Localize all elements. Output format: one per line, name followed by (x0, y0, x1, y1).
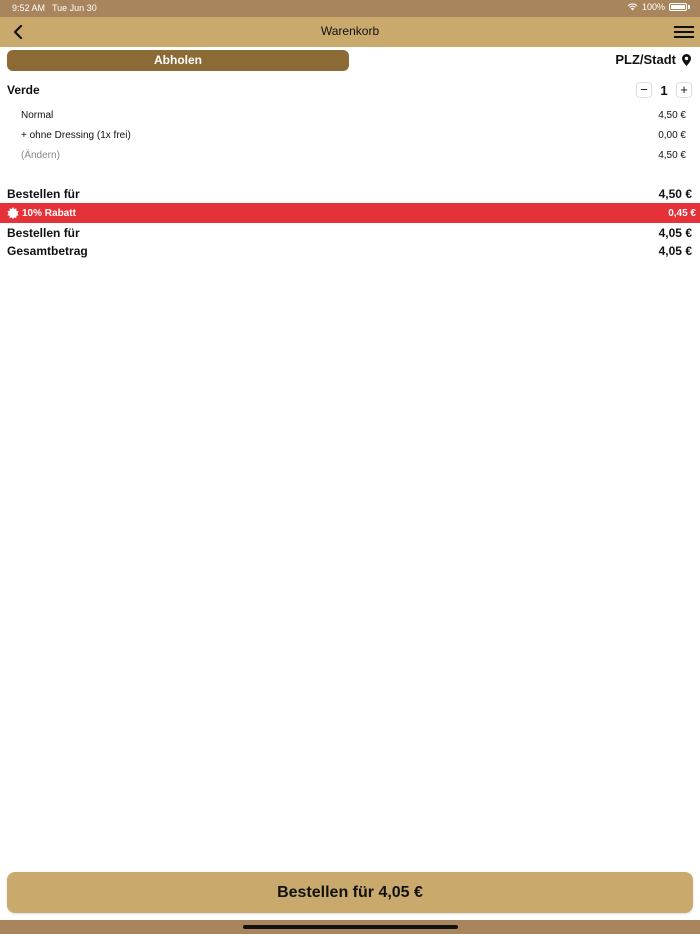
location-label: PLZ/Stadt (615, 52, 676, 67)
wifi-icon (627, 3, 638, 11)
status-bar (0, 0, 700, 17)
item-detail-row (21, 110, 686, 121)
location-selector[interactable] (615, 52, 691, 67)
pickup-button[interactable]: Abholen (7, 50, 349, 71)
status-time: 9:52 AM (12, 3, 46, 13)
battery-nub (688, 5, 690, 9)
increase-quantity-button[interactable]: + (676, 82, 692, 98)
total-value: 4,05 € (658, 244, 692, 258)
item-detail-price: 0,00 € (658, 130, 686, 141)
menu-button[interactable] (674, 23, 694, 41)
item-detail-price: 4,50 € (658, 110, 686, 121)
battery-icon (669, 3, 687, 11)
status-right (627, 2, 690, 12)
hamburger-menu-icon-line (674, 36, 694, 38)
discount-left (7, 207, 76, 219)
subtotal-row (7, 187, 692, 201)
location-pin-icon (682, 54, 691, 66)
discount-row (0, 203, 700, 223)
discount-label: 10% Rabatt (22, 207, 76, 219)
item-detail-row (21, 150, 686, 161)
order-for-value: 4,05 € (658, 226, 692, 240)
badge-star-icon (7, 207, 19, 219)
page-title: Warenkorb (320, 24, 380, 38)
order-for-row (7, 226, 692, 240)
item-detail-label: Normal (21, 110, 54, 121)
discount-value: 0,45 € (668, 207, 696, 219)
decrease-quantity-button[interactable]: − (636, 82, 652, 98)
subtotal-value: 4,50 € (658, 187, 692, 201)
item-detail-price: 4,50 € (658, 150, 686, 161)
cart-item-name: Verde (7, 83, 40, 97)
hamburger-menu-icon (674, 26, 694, 28)
hamburger-menu-icon-line (674, 31, 694, 33)
status-date: Tue Jun 30 (52, 3, 97, 13)
item-detail-row (21, 130, 686, 141)
bottom-bar (0, 920, 700, 934)
quantity-value: 1 (660, 82, 668, 98)
quantity-stepper (636, 82, 692, 98)
subtotal-label: Bestellen für (7, 187, 80, 201)
total-row (7, 244, 692, 258)
edit-item-link[interactable]: (Ändern) (21, 150, 60, 161)
nav-bar (0, 17, 700, 47)
battery-percent: 100% (641, 2, 665, 12)
place-order-button[interactable]: Bestellen für 4,05 € (7, 872, 693, 913)
home-indicator[interactable] (243, 925, 458, 929)
item-detail-label: + ohne Dressing (1x frei) (21, 130, 131, 141)
order-for-label: Bestellen für (7, 226, 80, 240)
total-label: Gesamtbetrag (7, 244, 88, 258)
